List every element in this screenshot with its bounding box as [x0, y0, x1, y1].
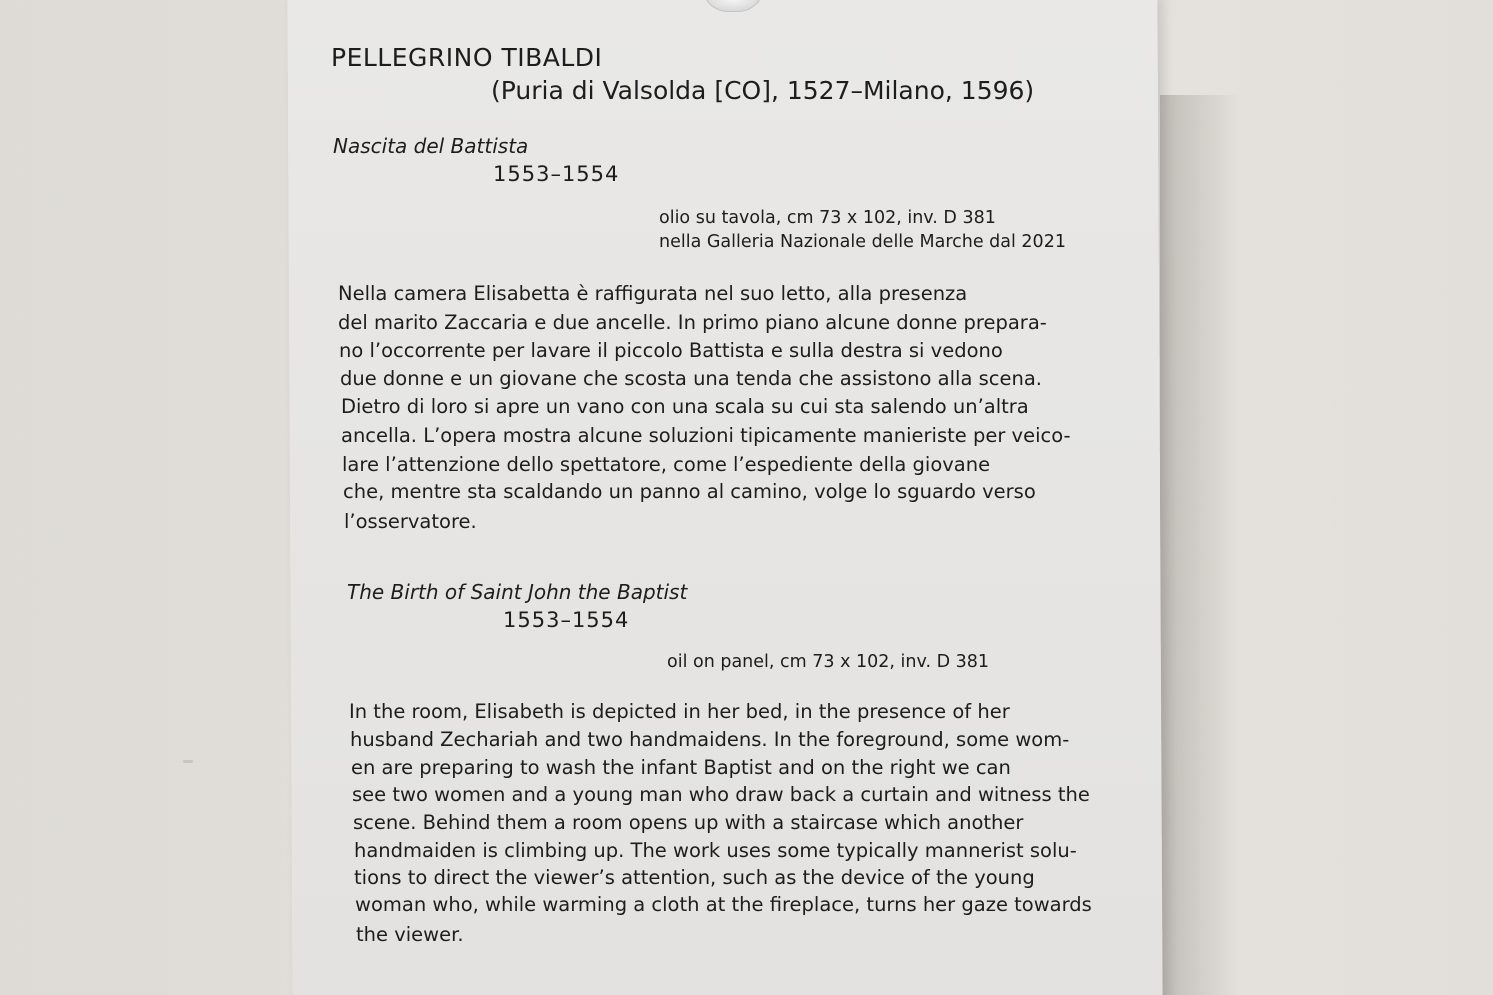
italian-description-line: che, mentre sta scaldando un panno al camino, volge lo sguardo verso	[343, 480, 1036, 503]
artist-name: PELLEGRINO TIBALDI	[331, 43, 603, 72]
english-title: The Birth of Saint John the Baptist	[347, 580, 688, 604]
artist-life-dates: (Puria di Valsolda [CO], 1527–Milano, 1596)	[491, 76, 1035, 105]
wall-nail-mark	[183, 760, 193, 763]
english-description-line: In the room, Elisabeth is depicted in her bed, in the presence of her	[349, 700, 1010, 723]
italian-collection-note: nella Galleria Nazionale delle Marche dal 2021	[659, 232, 1066, 252]
english-description-line: tions to direct the viewer’s attention, such as the device of the young	[354, 866, 1035, 889]
italian-date: 1553–1554	[493, 162, 620, 186]
english-medium: oil on panel, cm 73 x 102, inv. D 381	[667, 652, 990, 672]
english-description-line: husband Zechariah and two handmaidens. In the foreground, some wom-	[350, 728, 1070, 751]
italian-description-line: no l’occorrente per lavare il piccolo Battista e sulla destra si vedono	[339, 339, 1003, 362]
english-description-line: see two women and a young man who draw back a curtain and witness the	[352, 783, 1090, 806]
italian-description-line: l’osservatore.	[344, 510, 477, 533]
english-description-line: the viewer.	[356, 923, 464, 946]
italian-description-line: lare l’attenzione dello spettatore, come l’espediente della giovane	[342, 453, 991, 476]
italian-description-line: del marito Zaccaria e due ancelle. In primo piano alcune donne prepara-	[338, 311, 1047, 334]
english-description-line: scene. Behind them a room opens up with a staircase which another	[353, 811, 1024, 834]
italian-description-line: Nella camera Elisabetta è raffigurata nel suo letto, alla presenza	[338, 282, 968, 305]
english-description-line: en are preparing to wash the infant Baptist and on the right we can	[351, 756, 1011, 779]
italian-description-line: ancella. L’opera mostra alcune soluzioni tipicamente manieriste per veico-	[341, 424, 1071, 447]
english-date: 1553–1554	[503, 608, 630, 632]
italian-title: Nascita del Battista	[333, 134, 529, 158]
english-description-line: woman who, while warming a cloth at the fireplace, turns her gaze towards	[355, 893, 1092, 916]
english-description-line: handmaiden is climbing up. The work uses some typically mannerist solu-	[354, 839, 1077, 862]
wall-shadow	[1160, 95, 1240, 995]
italian-description-line: due donne e un giovane che scosta una tenda che assistono alla scena.	[340, 367, 1042, 390]
italian-medium: olio su tavola, cm 73 x 102, inv. D 381	[659, 208, 996, 228]
italian-description-line: Dietro di loro si apre un vano con una scala su cui sta salendo un’altra	[341, 395, 1029, 418]
